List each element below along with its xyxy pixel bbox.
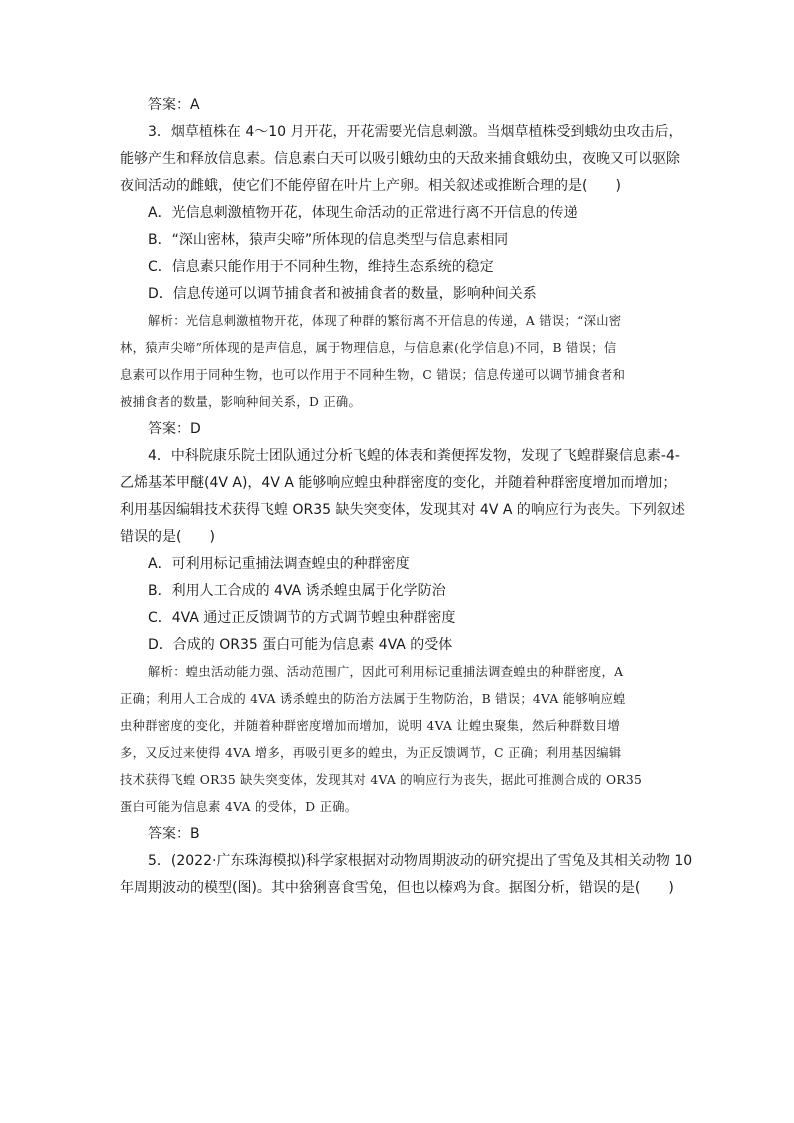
q4-explanation-line: 蛋白可能为信息素 4VA 的受体，D 正确。	[120, 800, 358, 814]
q3-explanation-line: 被捕食者的数量，影响种间关系，D 正确。	[120, 395, 362, 409]
q4-explanation-line: 虫种群密度的变化，并随着种群密度增加而增加，说明 4VA 让蝗虫聚集，然后种群数目增	[120, 719, 621, 733]
q3-option-a: A．光信息刺激植物开花，体现生命活动的正常进行离不开信息的传递	[148, 205, 578, 221]
q4-stem-line: 错误的是( )	[120, 529, 215, 545]
q4-option-b: B．利用人工合成的 4VA 诱杀蝗虫属于化学防治	[148, 583, 446, 599]
q4-explanation-line: 解析：蝗虫活动能力强、活动范围广，因此可利用标记重捕法调查蝗虫的种群密度，A	[148, 665, 624, 679]
page-content	[120, 92, 693, 902]
prev-answer: 答案：A	[148, 97, 200, 113]
q4-stem-line: 乙烯基苯甲醚(4V A)，4V A 能够响应蝗虫种群密度的变化，并随着种群密度增加而增加；	[120, 475, 677, 491]
q3-answer: 答案：D	[148, 421, 201, 437]
q5-stem-line: 年周期波动的模型(图)。其中猞猁喜食雪兔，但也以榛鸡为食。据图分析，错误的是( )	[120, 880, 674, 896]
q4-stem-line: 4．中科院康乐院士团队通过分析飞蝗的体表和粪便挥发物，发现了飞蝗群聚信息素-4-	[148, 448, 680, 464]
q3-option-c: C．信息素只能作用于不同种生物，维持生态系统的稳定	[148, 259, 494, 275]
q3-option-b: B．“深山密林，猿声尖啼”所体现的信息类型与信息素相同	[148, 232, 509, 248]
q4-option-c: C．4VA 通过正反馈调节的方式调节蝗虫种群密度	[148, 610, 456, 626]
q3-explanation-line: 林，猿声尖啼”所体现的是声信息，属于物理信息，与信息素(化学信息)不同，B 错误；信	[120, 341, 617, 355]
q3-explanation-line: 息素可以作用于同种生物，也可以作用于不同种生物，C 错误；信息传递可以调节捕食者和	[120, 368, 626, 382]
q4-stem-line: 利用基因编辑技术获得飞蝗 OR35 缺失突变体，发现其对 4V A 的响应行为丧失。下列叙述	[120, 502, 685, 518]
q3-stem-line: 夜间活动的雌蛾，使它们不能停留在叶片上产卵。相关叙述或推断合理的是( )	[120, 178, 621, 194]
q3-option-d: D．信息传递可以调节捕食者和被捕食者的数量，影响种间关系	[148, 286, 537, 302]
q3-stem-line: 能够产生和释放信息素。信息素白天可以吸引蛾幼虫的天敌来捕食蛾幼虫，夜晚又可以驱除	[120, 151, 680, 167]
q3-stem-line: 3．烟草植株在 4～10 月开花，开花需要光信息刺激。当烟草植株受到蛾幼虫攻击后，	[148, 124, 683, 140]
q4-explanation-line: 技术获得飞蝗 OR35 缺失突变体，发现其对 4VA 的响应行为丧失，据此可推测合成的 OR35	[120, 773, 643, 787]
q4-explanation-line: 多，又反过来使得 4VA 增多，再吸引更多的蝗虫，为正反馈调节，C 正确；利用基因编辑	[120, 746, 622, 760]
q4-option-d: D．合成的 OR35 蛋白可能为信息素 4VA 的受体	[148, 637, 453, 653]
q3-explanation-line: 解析：光信息刺激植物开花，体现了种群的繁衍离不开信息的传递，A 错误；“深山密	[148, 314, 622, 328]
q4-explanation-line: 正确；利用人工合成的 4VA 诱杀蝗虫的防治方法属于生物防治，B 错误；4VA 能够响应蝗	[120, 692, 626, 706]
q4-answer: 答案：B	[148, 826, 200, 842]
q4-option-a: A．可利用标记重捕法调查蝗虫的种群密度	[148, 556, 410, 572]
q5-stem-line: 5．(2022·广东珠海模拟)科学家根据对动物周期波动的研究提出了雪兔及其相关动物 10	[148, 853, 693, 869]
